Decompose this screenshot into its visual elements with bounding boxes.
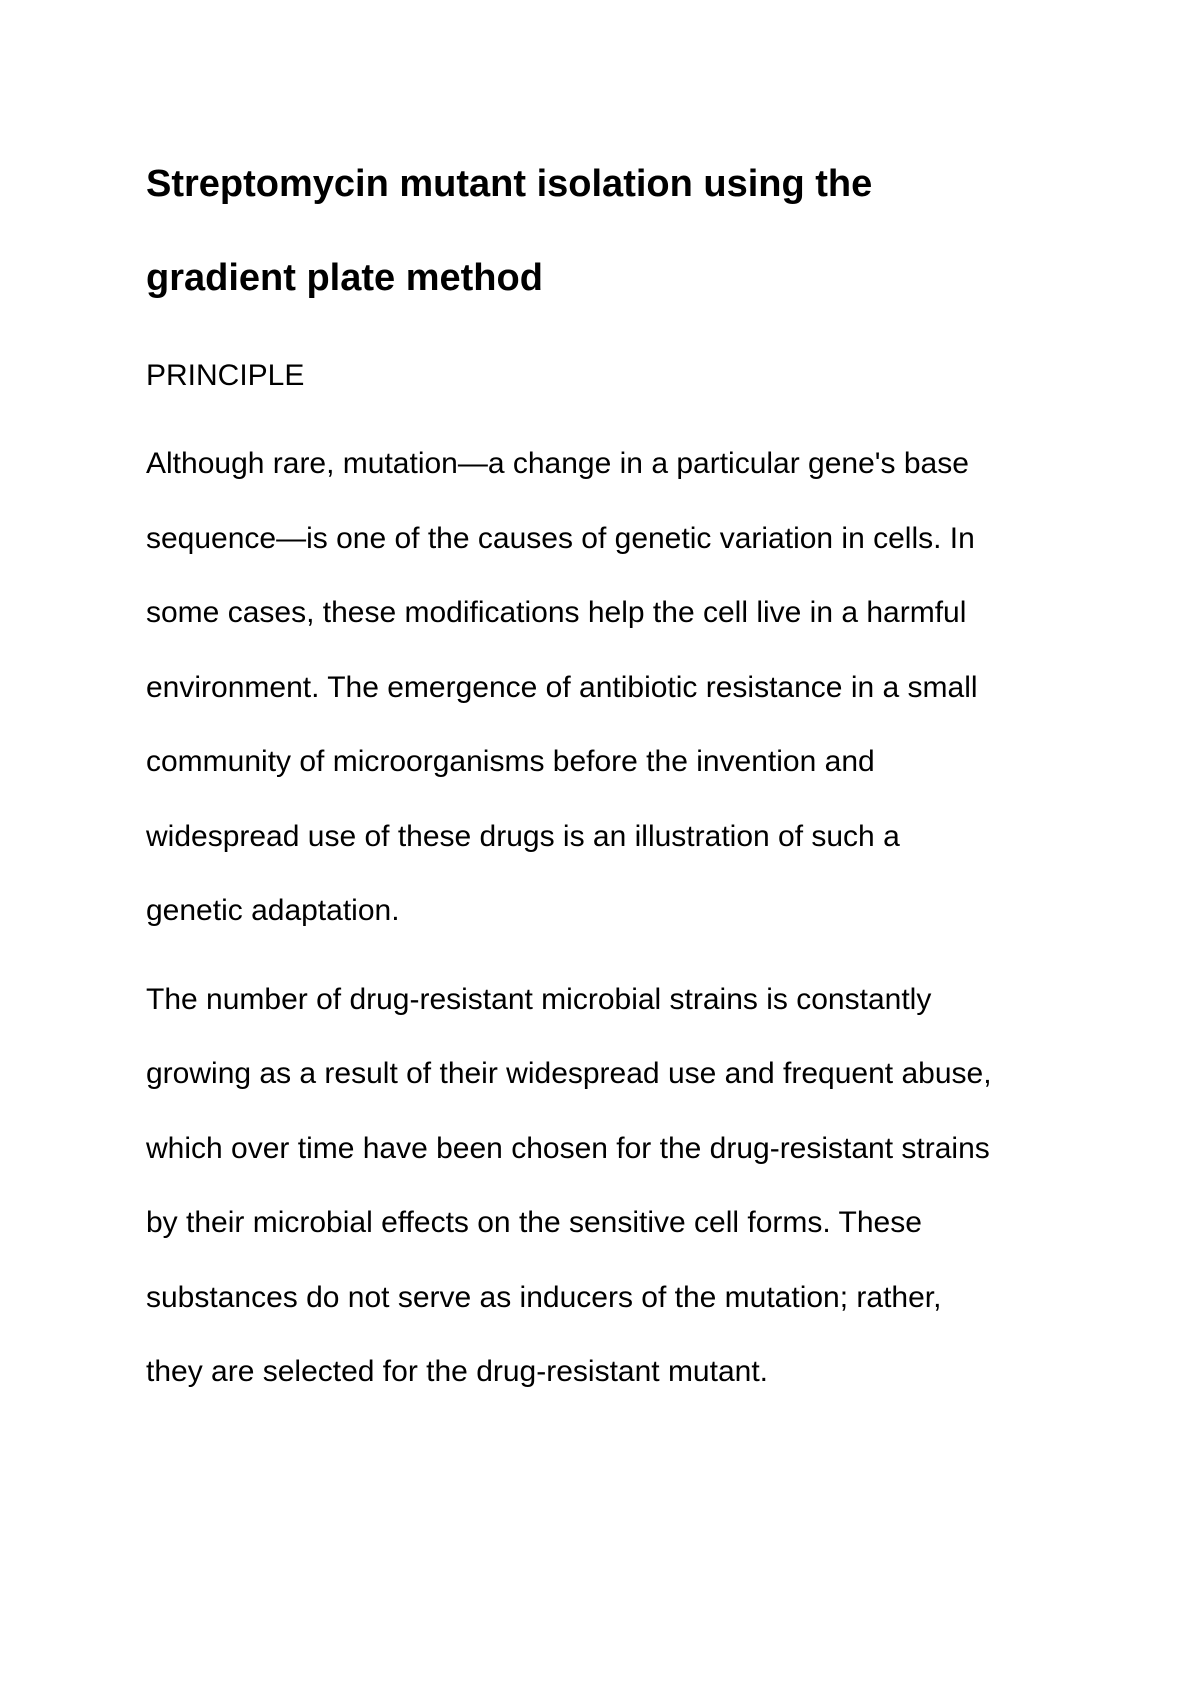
paragraph-line: The number of drug-resistant microbial strains is constantly [146, 982, 932, 1016]
document-title-line: Streptomycin mutant isolation using the [146, 163, 873, 205]
paragraph-line: genetic adaptation. [146, 894, 400, 927]
paragraph-line: which over time have been chosen for the drug-resistant strains [146, 1131, 990, 1165]
paragraph-line: substances do not serve as inducers of the mutation; rather, [146, 1280, 942, 1314]
paragraph-line: sequence—is one of the causes of genetic variation in cells. In [146, 521, 975, 555]
paragraph-line: growing as a result of their widespread use and frequent abuse, [146, 1057, 992, 1090]
document-title [146, 137, 1076, 325]
paragraph-line: community of microorganisms before the invention and [146, 745, 875, 778]
paragraph-line: they are selected for the drug-resistant mutant. [146, 1355, 768, 1388]
document-title-line: gradient plate method [146, 257, 543, 299]
document-body [146, 137, 1076, 1410]
section-heading-principle: PRINCIPLE [146, 359, 305, 392]
paragraph-line: Although rare, mutation—a change in a particular gene's base [146, 447, 969, 480]
paragraph-1 [146, 427, 1076, 949]
paragraph-line: widespread use of these drugs is an illustration of such a [146, 819, 900, 853]
paragraph-2 [146, 963, 1076, 1410]
paragraph-line: by their microbial effects on the sensitive cell forms. These [146, 1206, 922, 1239]
paragraph-line: environment. The emergence of antibiotic resistance in a small [146, 670, 978, 704]
paragraph-line: some cases, these modifications help the cell live in a harmful [146, 596, 967, 629]
